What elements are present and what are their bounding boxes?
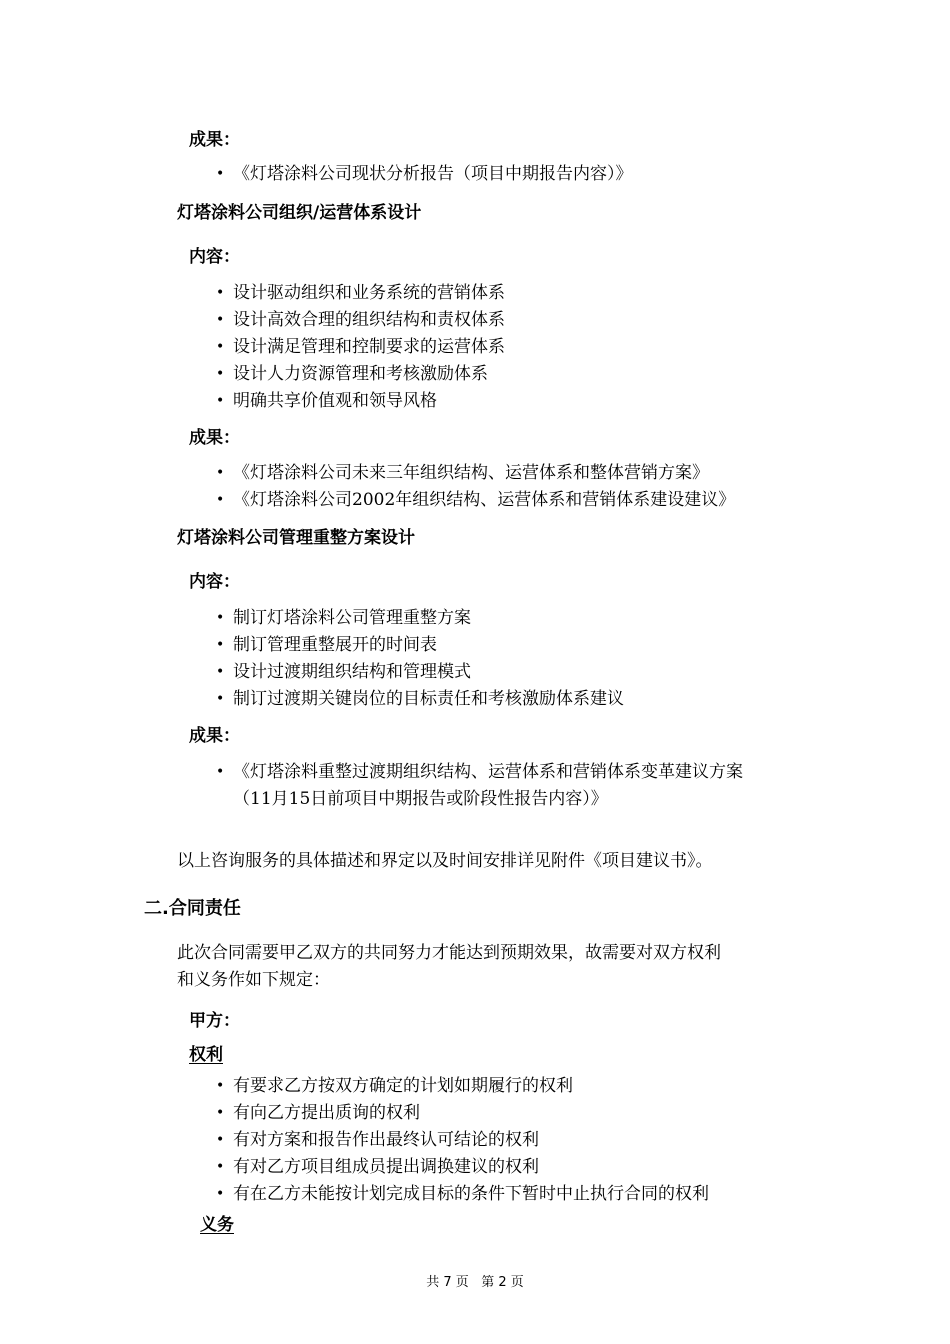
list-item-text: 制订灯塔涂料公司管理重整方案: [233, 608, 471, 628]
section2-content-label: 内容：: [189, 247, 240, 267]
bullet-icon: •: [216, 366, 225, 382]
list-item-text: 《灯塔涂料重整过渡期组织结构、运营体系和营销体系变革建议方案: [233, 762, 743, 782]
bullet-icon: •: [216, 764, 225, 780]
bullet-icon: •: [216, 166, 225, 182]
bullet-icon: •: [216, 637, 225, 653]
bullet-icon: •: [216, 1159, 225, 1175]
bullet-icon: •: [216, 610, 225, 626]
list-item-text: 《灯塔涂料公司现状分析报告（项目中期报告内容）》: [233, 164, 633, 184]
list-item-text: 《灯塔涂料公司2002年组织结构、运营体系和营销体系建设建议》: [233, 490, 736, 510]
bullet-icon: •: [216, 1105, 225, 1121]
bullet-icon: •: [216, 393, 225, 409]
bullet-icon: •: [216, 492, 225, 508]
section3-title: 灯塔涂料公司管理重整方案设计: [177, 528, 415, 548]
list-item-text: 有对乙方项目组成员提出调换建议的权利: [233, 1157, 539, 1177]
section3-result-label: 成果：: [189, 726, 240, 746]
contract-intro-line1: 此次合同需要甲乙双方的共同努力才能达到预期效果，故需要对双方权利: [177, 943, 721, 963]
contract-heading: 二.合同责任: [144, 898, 241, 919]
list-item-text: 设计过渡期组织结构和管理模式: [233, 662, 471, 682]
party-a-label: 甲方：: [189, 1011, 240, 1031]
page-footer: 共 7 页 第 2 页: [426, 1275, 524, 1290]
obligations-label: 义务: [200, 1215, 234, 1235]
list-item-text: 有要求乙方按双方确定的计划如期履行的权利: [233, 1076, 573, 1096]
bullet-icon: •: [216, 312, 225, 328]
list-item-text: 设计满足管理和控制要求的运营体系: [233, 337, 505, 357]
list-item-text: 《灯塔涂料公司未来三年组织结构、运营体系和整体营销方案》: [233, 463, 709, 483]
bullet-icon: •: [216, 465, 225, 481]
list-item-text: 设计人力资源管理和考核激励体系: [233, 364, 488, 384]
list-item-text: 制订管理重整展开的时间表: [233, 635, 437, 655]
list-item-text: 设计驱动组织和业务系统的营销体系: [233, 283, 505, 303]
summary-paragraph: 以上咨询服务的具体描述和界定以及时间安排详见附件《项目建议书》。: [177, 851, 713, 871]
bullet-icon: •: [216, 285, 225, 301]
bullet-icon: •: [216, 1132, 225, 1148]
list-item-text: 设计高效合理的组织结构和责权体系: [233, 310, 505, 330]
section1-result-label: 成果：: [189, 130, 240, 150]
list-item-text: 有在乙方未能按计划完成目标的条件下暂时中止执行合同的权利: [233, 1184, 709, 1204]
list-item-text: 制订过渡期关键岗位的目标责任和考核激励体系建议: [233, 689, 624, 709]
bullet-icon: •: [216, 339, 225, 355]
bullet-icon: •: [216, 1078, 225, 1094]
section3-content-label: 内容：: [189, 572, 240, 592]
bullet-icon: •: [216, 1186, 225, 1202]
list-item-text: 明确共享价值观和领导风格: [233, 391, 437, 411]
bullet-icon: •: [216, 691, 225, 707]
list-item-text: 有对方案和报告作出最终认可结论的权利: [233, 1130, 539, 1150]
bullet-icon: •: [216, 664, 225, 680]
rights-label: 权利: [189, 1045, 223, 1065]
section2-title: 灯塔涂料公司组织/运营体系设计: [177, 203, 422, 223]
list-item-text: 有向乙方提出质询的权利: [233, 1103, 420, 1123]
list-item-continuation: （11月15日前项目中期报告或阶段性报告内容）》: [233, 789, 608, 809]
section2-result-label: 成果：: [189, 428, 240, 448]
contract-intro-line2: 和义务作如下规定：: [177, 970, 330, 990]
